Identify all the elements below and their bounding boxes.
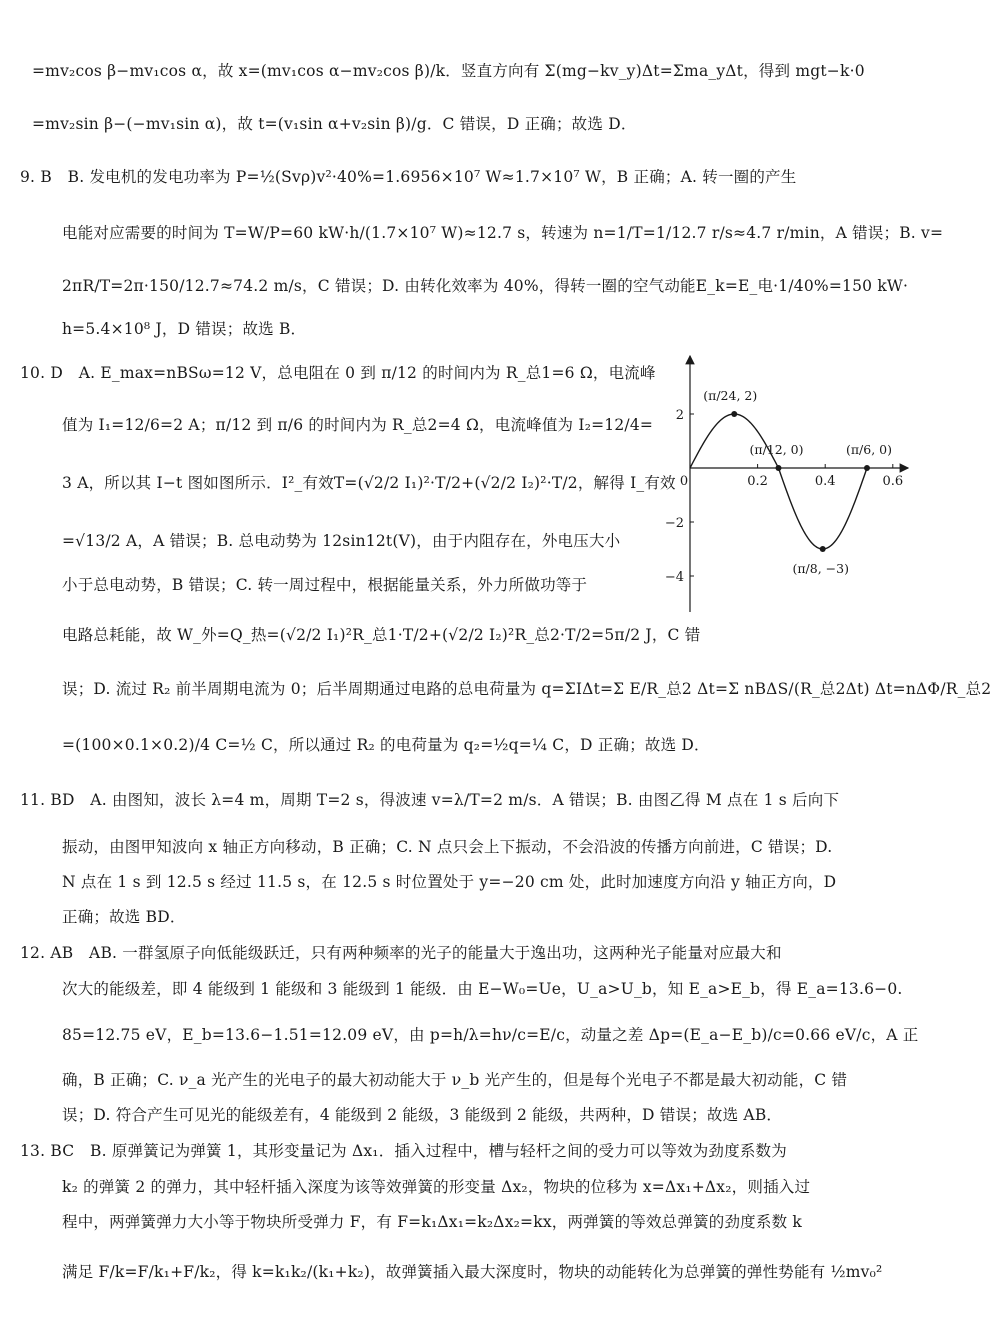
- annotation-point: [775, 465, 781, 471]
- y-tick-label: 2: [675, 408, 684, 423]
- annotation-label: (π/24, 2): [703, 388, 758, 403]
- annotation-label: (π/8, −3): [792, 561, 849, 576]
- annotation-label: (π/6, 0): [845, 442, 893, 457]
- text-line: k₂ 的弹簧 2 的弹力，其中轻杆插入深度为该等效弹簧的形变量 Δx₂，物块的位移为 x=Δx₁+Δx₂，则插入过: [62, 1178, 811, 1196]
- annotation-label: (π/12, 0): [749, 442, 804, 457]
- text-line: 值为 I₁=12/6=2 A；π/12 到 π/6 的时间内为 R_总2=4 Ω，电流峰值为 I₂=12/4=: [62, 416, 654, 434]
- chart-annotations: [703, 388, 892, 576]
- text-line: 电能对应需要的时间为 T=W/P=60 kW·h/(1.7×10⁷ W)≈12.7 s，转速为 n=1/T=1/12.7 r/s≈4.7 r/min，A 错误；B. v=: [62, 224, 944, 242]
- text-line: N 点在 1 s 到 12.5 s 经过 11.5 s，在 12.5 s 时位置处于 y=−20 cm 处，此时加速度方向沿 y 轴正方向，D: [62, 873, 837, 891]
- x-tick-label: 0: [679, 474, 689, 489]
- text-line: =√13/2 A，A 错误；B. 总电动势为 12sin12t(V)，由于内阻存在，外电压大小: [62, 532, 621, 550]
- text-line: 85=12.75 eV，E_b=13.6−1.51=12.09 eV，由 p=h/λ=hν/c=E/c，动量之差 Δp=(E_a−E_b)/c=0.66 eV/c，A 正: [62, 1026, 919, 1044]
- series-line: [690, 414, 867, 549]
- text-line: 程中，两弹簧弹力大小等于物块所受弹力 F，有 F=k₁Δx₁=k₂Δx₂=kx，两弹簧的等效总弹簧的劲度系数 k: [62, 1213, 802, 1231]
- question-11: 11. BD A. 由图知，波长 λ=4 m，周期 T=2 s，得波速 v=λ/T=2 m/s．A 错误；B. 由图乙得 M 点在 1 s 后向下: [20, 791, 840, 809]
- text-line: 次大的能级差，即 4 能级到 1 能级和 3 能级到 1 能级．由 E−W₀=Ue，U_a>U_b，知 E_a>E_b，得 E_a=13.6−0.: [62, 980, 903, 998]
- y-tick-label: −2: [664, 516, 684, 531]
- text-line: 误；D. 流过 R₂ 前半周期电流为 0；后半周期通过电路的总电荷量为 q=ΣIΔt=Σ E/R_总2 Δt=Σ nBΔS/(R_总2Δt) Δt=nΔΦ/R_总2: [62, 680, 991, 698]
- question-13: 13. BC B. 原弹簧记为弹簧 1，其形变量记为 Δx₁．插入过程中，槽与轻杆之间的受力可以等效为劲度系数为: [20, 1142, 787, 1160]
- annotation-point: [820, 546, 826, 552]
- question-10: 10. D A. E_max=nBSω=12 V，总电阻在 0 到 π/12 的时间内为 R_总1=6 Ω，电流峰: [20, 364, 656, 382]
- x-tick-label: 0.4: [814, 474, 836, 489]
- text-line: 电路总耗能，故 W_外=Q_热=(√2/2 I₁)²R_总1·T/2+(√2/2 I₂)²R_总2·T/2=5π/2 J，C 错: [62, 626, 701, 644]
- text-line: 2πR/T=2π·150/12.7≈74.2 m/s，C 错误；D. 由转化效率为 40%，得转一圈的空气动能E_k=E_电·1/40%=150 kW·: [62, 277, 909, 295]
- text-line: =mv₂cos β−mv₁cos α，故 x=(mv₁cos α−mv₂cos β)/k．竖直方向有 Σ(mg−kv_y)Δt=Σma_yΔt，得到 mgt−k·0: [32, 62, 865, 80]
- text-line: =(100×0.1×0.2)/4 C=½ C，所以通过 R₂ 的电荷量为 q₂=½q=¼ C，D 正确；故选 D．: [62, 736, 710, 754]
- text-line: 小于总电动势，B 错误；C. 转一周过程中，根据能量关系，外力所做功等于: [62, 576, 588, 594]
- text-line: 误；D. 符合产生可见光的能级差有，4 能级到 2 能级，3 能级到 2 能级，共两种，D 错误；故选 AB．: [62, 1106, 783, 1124]
- question-12: 12. AB AB. 一群氢原子向低能级跃迁，只有两种频率的光子的能量大于逸出功，这两种光子能量对应最大和: [20, 944, 782, 962]
- x-tick-label: 0.2: [747, 474, 768, 489]
- annotation-point: [864, 465, 870, 471]
- text-line: 振动，由图甲知波向 x 轴正方向移动，B 正确；C. N 点只会上下振动，不会沿波的传播方向前进，C 错误；D.: [62, 838, 833, 856]
- chart-curve: [690, 414, 867, 549]
- text-line: =mv₂sin β−(−mv₁sin α)，故 t=(v₁sin α+v₂sin β)/g．C 错误，D 正确；故选 D．: [32, 115, 637, 133]
- chart-ticks: [665, 408, 903, 585]
- current-time-graph: [664, 350, 914, 618]
- question-9: 9. B B. 发电机的发电功率为 P=½(Svρ)v²·40%=1.6956×10⁷ W≈1.7×10⁷ W，B 正确；A. 转一圈的产生: [20, 168, 797, 186]
- annotation-point: [731, 411, 737, 417]
- x-tick-label: 0.6: [882, 474, 904, 489]
- text-line: 3 A，所以其 I−t 图如图所示．I²_有效T=(√2/2 I₁)²·T/2+(√2/2 I₂)²·T/2，解得 I_有效: [62, 474, 676, 492]
- text-line: 确，B 正确；C. ν_a 光产生的光电子的最大初动能大于 ν_b 光产生的，但是每个光电子不都是最大初动能，C 错: [62, 1071, 848, 1089]
- text-line: h=5.4×10⁸ J，D 错误；故选 B．: [62, 320, 307, 338]
- text-line: 满足 F/k=F/k₁+F/k₂，得 k=k₁k₂/(k₁+k₂)，故弹簧插入最大深度时，物块的动能转化为总弹簧的弹性势能有 ½mv₀²: [62, 1263, 883, 1281]
- y-tick-label: −4: [664, 570, 684, 585]
- text-line: 正确；故选 BD．: [62, 908, 186, 926]
